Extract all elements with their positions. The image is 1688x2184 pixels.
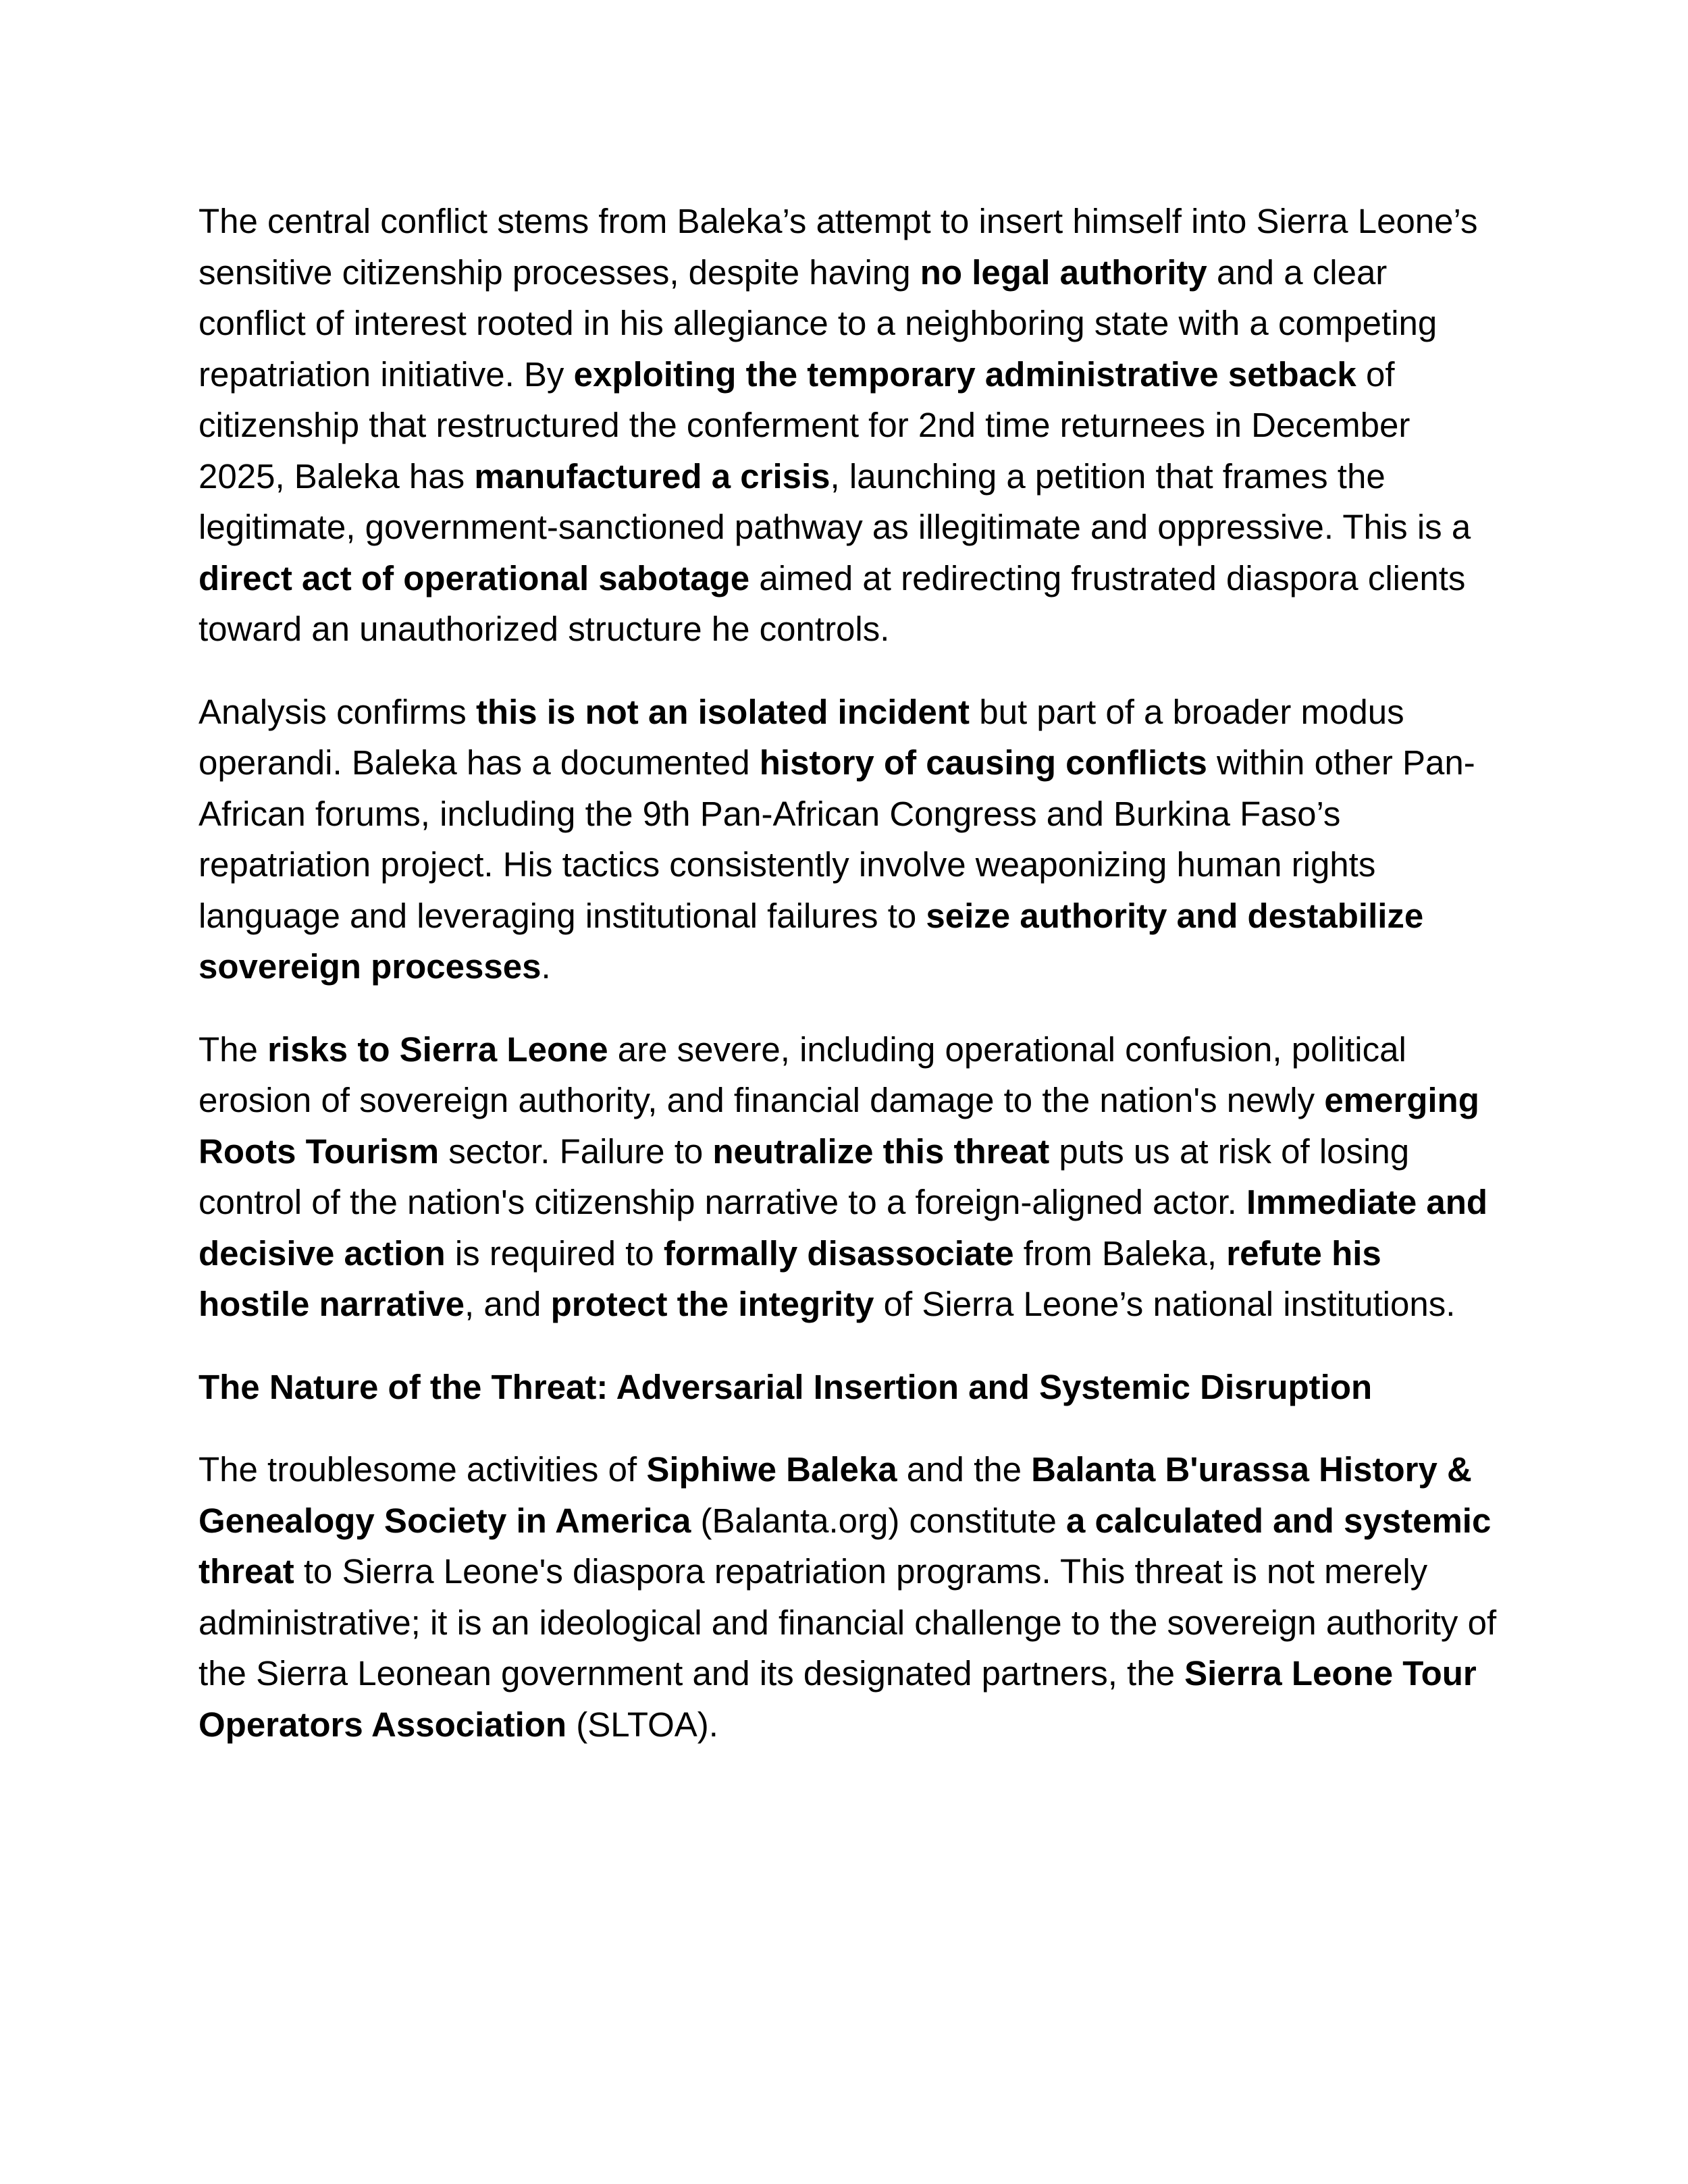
text-run: aimed at redirecting frustrated diaspora clients toward an unauthorized structure he controls. xyxy=(199,558,1466,648)
text-run: from Baleka, xyxy=(1013,1233,1227,1273)
document-page xyxy=(199,196,1502,1782)
bold-text-run: Balanta B'urassa History & Genealogy Society in America xyxy=(199,1450,1472,1540)
text-run: The troublesome activities of xyxy=(199,1450,647,1489)
bold-text-run: no legal authority xyxy=(920,252,1207,292)
text-run: The central conflict stems from Baleka’s attempt to insert himself into Sierra Leone’s sensitive citizenship processes, despite having xyxy=(199,202,1478,292)
bold-text-run: Sierra Leone Tour Operators Association xyxy=(199,1654,1477,1744)
text-run: , and xyxy=(464,1285,551,1323)
text-run: but part of a broader modus operandi. Baleka has a documented xyxy=(199,692,1404,782)
text-run: to Sierra Leone's diaspora repatriation programs. This threat is not merely administrative; it is an ideological and financial challenge to the sovereign authority of the Sierra Leonean government and its designated partners, the xyxy=(199,1552,1497,1693)
text-run: (Balanta.org) constitute xyxy=(691,1501,1067,1540)
bold-text-run: protect the integrity xyxy=(550,1285,874,1323)
bold-text-run: Siphiwe Baleka xyxy=(646,1450,897,1489)
text-run: and a clear conflict of interest rooted in his allegiance to a neighboring state with a competing repatriation initiative. By xyxy=(199,252,1438,394)
text-run: Analysis confirms xyxy=(199,692,476,731)
text-run: of citizenship that restructured the conferment for 2nd time returnees in December 2025, Baleka has xyxy=(199,354,1410,496)
text-run: sector. Failure to xyxy=(439,1131,713,1171)
paragraph-analysis xyxy=(199,687,1502,992)
text-run: puts us at risk of losing control of the nation's citizenship narrative to a foreign-aligned actor. xyxy=(199,1131,1410,1221)
bold-text-run: risks to Sierra Leone xyxy=(267,1030,608,1069)
paragraph-conflict xyxy=(199,196,1502,655)
bold-text-run: emerging Roots Tourism xyxy=(199,1081,1479,1171)
bold-text-run: formally disassociate xyxy=(663,1233,1014,1273)
bold-text-run: manufactured a crisis xyxy=(474,456,830,496)
paragraph-risks xyxy=(199,1024,1502,1330)
text-run: , launching a petition that frames the legitimate, government-sanctioned pathway as illegitimate and oppressive. This is a xyxy=(199,456,1471,546)
bold-text-run: this is not an isolated incident xyxy=(475,692,970,731)
text-run: The xyxy=(199,1030,268,1069)
text-run: . xyxy=(541,947,551,986)
bold-text-run: seize authority and destabilize sovereign processes xyxy=(199,896,1424,986)
text-run: and the xyxy=(897,1450,1032,1489)
paragraph-activities xyxy=(199,1444,1502,1750)
bold-text-run: refute his hostile narrative xyxy=(199,1233,1381,1323)
bold-text-run: a calculated and systemic threat xyxy=(199,1501,1492,1591)
bold-text-run: direct act of operational sabotage xyxy=(199,558,750,597)
bold-text-run: neutralize this threat xyxy=(712,1131,1050,1171)
bold-text-run: The Nature of the Threat: Adversarial Insertion and Systemic Disruption xyxy=(199,1367,1373,1406)
section-heading xyxy=(199,1362,1502,1413)
bold-text-run: exploiting the temporary administrative setback xyxy=(573,354,1356,394)
text-run: (SLTOA). xyxy=(566,1705,718,1744)
text-run: is required to xyxy=(445,1233,664,1273)
bold-text-run: Immediate and decisive action xyxy=(199,1183,1488,1273)
bold-text-run: history of causing conflicts xyxy=(759,743,1207,782)
text-run: are severe, including operational confusion, political erosion of sovereign authority, and financial damage to the nation's newly xyxy=(199,1030,1406,1119)
text-run: of Sierra Leone’s national institutions. xyxy=(874,1285,1456,1323)
text-run: within other Pan-African forums, including the 9th Pan-African Congress and Burkina Faso’s repatriation project. His tactics consistently involve weaponizing human rights language and leveraging institutional failures to xyxy=(199,743,1475,935)
